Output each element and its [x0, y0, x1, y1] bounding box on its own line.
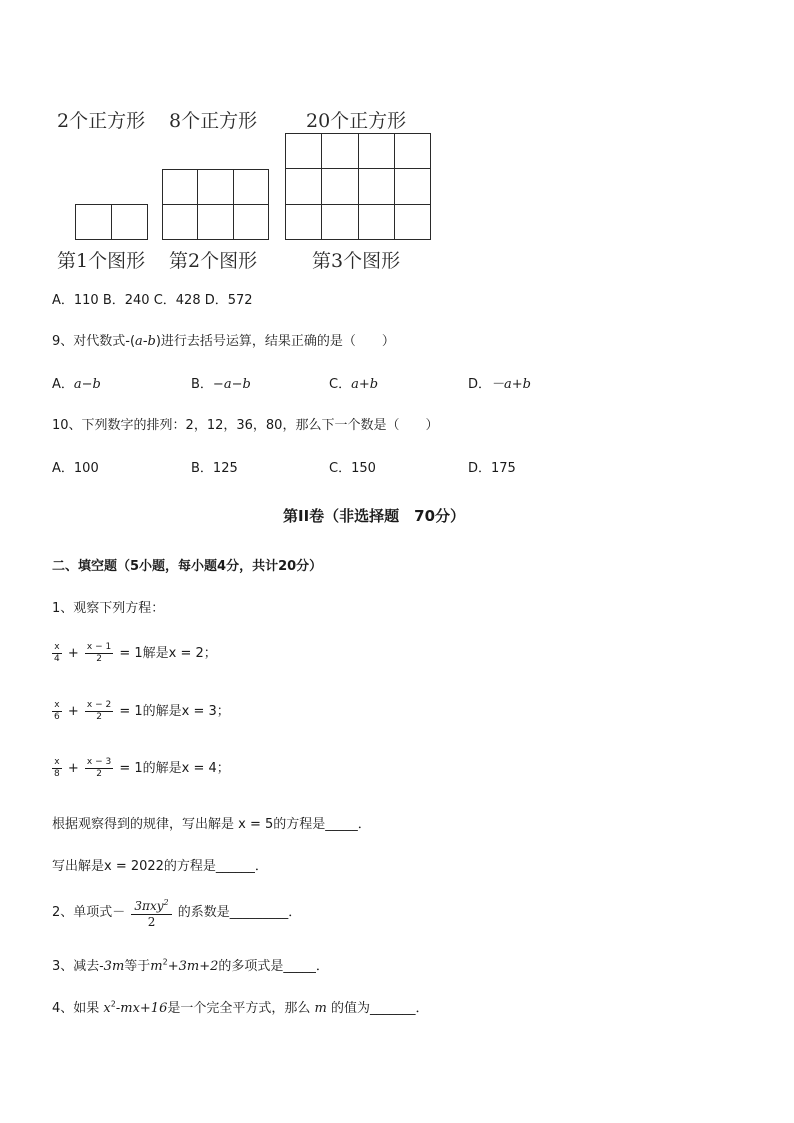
- q9-option-c: C．a+b: [329, 377, 379, 392]
- figure-1-grid: [75, 204, 148, 240]
- q9-stem-prefix: 9、对代数式-(: [52, 334, 136, 349]
- q9-stem: [52, 330, 395, 349]
- section2-title: 二、填空题（5小题，每小题4分，共计20分）: [52, 559, 323, 574]
- q9-var-b: b: [147, 334, 156, 349]
- fraction: $\frac{x}{6}$: [54, 700, 60, 722]
- q10-option-c: C．150: [329, 461, 376, 476]
- q9-option-a: A．a−b: [52, 377, 101, 392]
- figure-top-label-3: 20个正方形: [306, 110, 407, 132]
- fill1-equation-3: $\frac{x}{8}$ + $\frac{x - 3}{2}$ = 1的解是x = 4；: [54, 757, 230, 779]
- fraction: $\frac{x - 3}{2}$: [86, 757, 112, 779]
- fill1-equation-2: $\frac{x}{6}$ + $\frac{x - 2}{2}$ = 1的解是x = 3；: [54, 700, 230, 722]
- fill4-question: 4、如果 $x^2-mx+16$是一个完全平方式，那么 m 的值为_______．: [52, 999, 429, 1016]
- figure-bottom-label-1: 第1个图形: [57, 250, 146, 272]
- fill1-equation-1: $\frac{x}{4}$ + $\frac{x - 1}{2}$ = 1解是x = 2；: [54, 642, 217, 664]
- part2-title: 第II卷（非选择题 70分）: [283, 507, 466, 525]
- q9-option-b: B．−a−b: [191, 377, 251, 392]
- q9-option-d: D．－a+b: [468, 377, 531, 392]
- fraction: $\frac{3\pi xy^2}{2}$: [131, 895, 171, 930]
- fill2-question: 2、单项式－ $\frac{3\pi xy^2}{2}$ 的系数是_________．: [52, 895, 301, 930]
- figure-top-label-1: 2个正方形: [57, 110, 146, 132]
- figure-bottom-label-2: 第2个图形: [169, 250, 258, 272]
- q10-option-d: D．175: [468, 461, 516, 476]
- fraction: $\frac{x - 1}{2}$: [86, 642, 112, 664]
- figure-2-grid: [162, 169, 269, 240]
- fill1-question-2: 写出解是x = 2022的方程是______．: [52, 859, 268, 874]
- fraction: $\frac{x - 2}{2}$: [86, 700, 112, 722]
- q8-options: A．110 B．240 C．428 D．572: [52, 293, 253, 308]
- q10-option-a: A．100: [52, 461, 99, 476]
- q10-option-b: B．125: [191, 461, 238, 476]
- figure-top-label-2: 8个正方形: [169, 110, 258, 132]
- q9-var-a: a: [135, 334, 143, 349]
- fill1-stem: 1、观察下列方程：: [52, 601, 165, 616]
- q9-stem-suffix: )进行去括号运算，结果正确的是（ ）: [155, 334, 395, 349]
- fill1-question-1: 根据观察得到的规律，写出解是 x = 5的方程是_____．: [52, 817, 371, 832]
- q9-minus: -: [142, 334, 148, 349]
- fraction: $\frac{x}{8}$: [54, 757, 60, 779]
- figure-3-grid: [285, 133, 431, 240]
- fraction: $\frac{x}{4}$: [54, 642, 60, 664]
- fill3-question: 3、减去-3m等于$m^2+3m+2$的多项式是_____．: [52, 957, 329, 974]
- figure-bottom-label-3: 第3个图形: [312, 250, 401, 272]
- q10-stem: 10、下列数字的排列：2，12，36，80，那么下一个数是（ ）: [52, 418, 439, 433]
